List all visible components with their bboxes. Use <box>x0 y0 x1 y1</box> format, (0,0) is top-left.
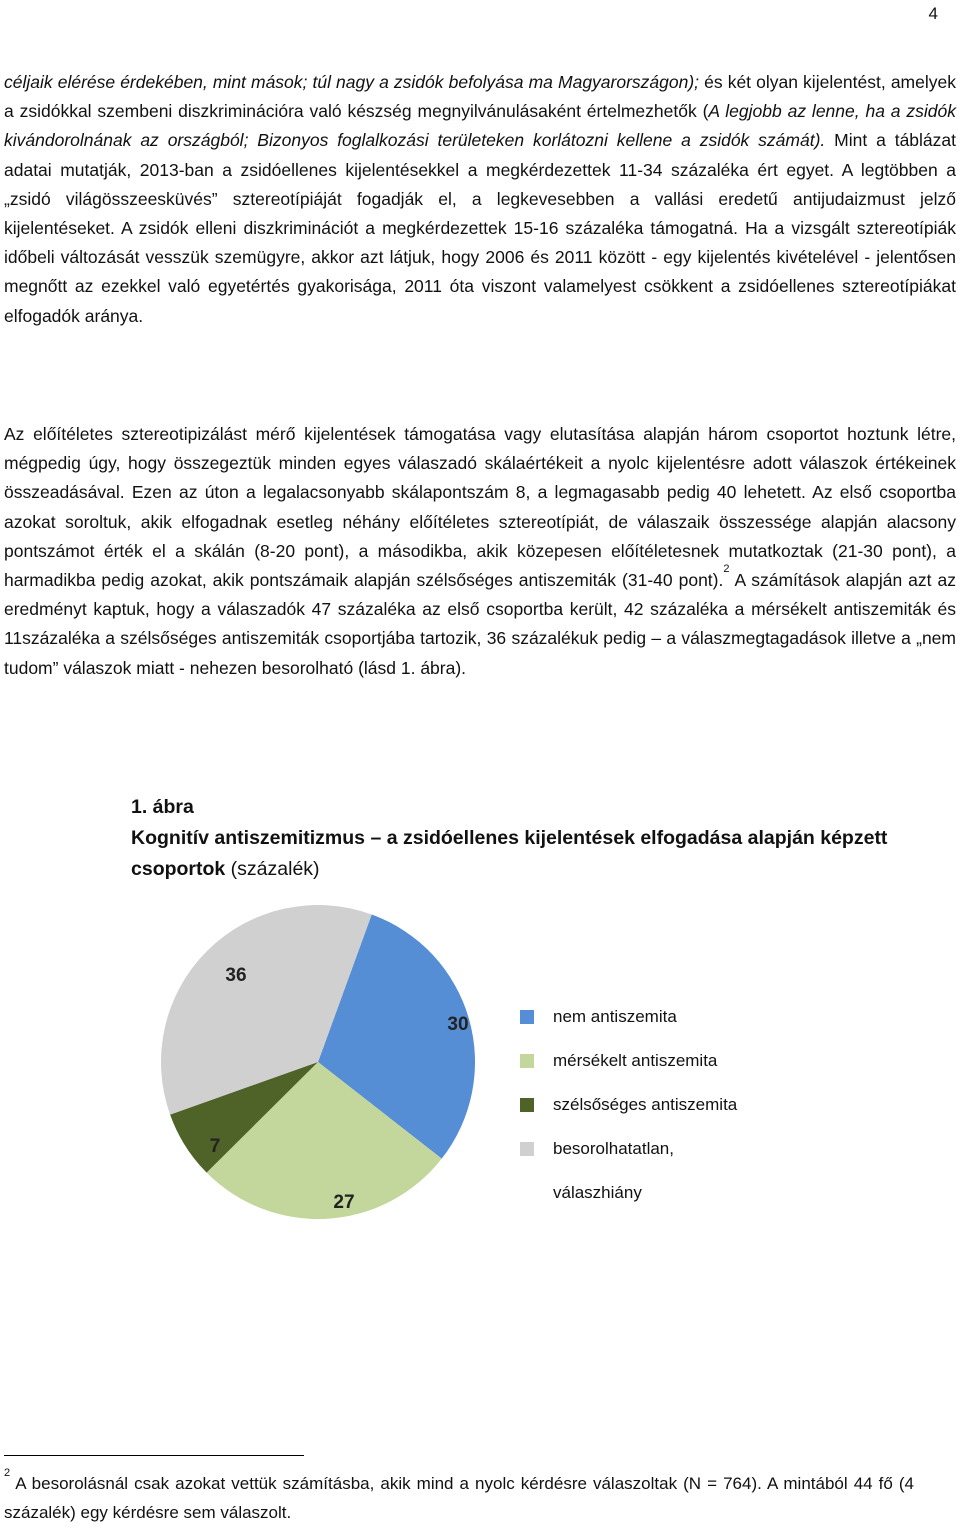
text-run-4: A számítások alapján azt az eredményt kaptuk, hogy a válaszadók 47 százaléka az első csoportba került, 42 százaléka a mérsékelt antiszemiták és 11százaléka a szélsőséges antiszemiták csoportjába tartozik, 36 százalékuk pedig – a válaszmegtagadások illetve a „nem tudom” válaszok miatt - nehezen besorolható (lásd 1. ábra). <box>4 570 956 678</box>
legend-label: nem antiszemita <box>553 1007 677 1026</box>
legend-label: szélsőséges antiszemita <box>553 1095 738 1114</box>
footnote-ref[interactable]: 2 <box>723 563 730 576</box>
italic-quote-1: céljaik elérése érdekében, mint mások; túl nagy a zsidók befolyása ma Magyarországon); <box>4 72 700 92</box>
pie-slice-label-0: 30 <box>447 1014 469 1036</box>
pie-slice-label-1: 27 <box>333 1192 355 1214</box>
italic-quote-2: A legjobb az lenne, ha a zsidók kivándorolnának az országból; Bizonyos foglalkozási területeken korlátozni kellene a zsidók számát). <box>4 101 956 151</box>
text-run-3: Az előítéletes sztereotipizálást mérő kijelentések támogatása vagy elutasítása alapján három csoportot hoztunk létre, mégpedig úgy, hogy összegeztük minden egyes válaszadó skálaértékeit a nyolc kijelentésre adott válaszok értékeinek összeadásával. Ezen az úton a legalacsonyabb skálapontszám 8, a legmagasabb pedig 40 lehetett. Az első csoportba azokat soroltuk, akik elfogadnak esetleg néhány előítéletes sztereotípiát, de válaszaik összessége alapján alacsony pontszámot érték el a skálán (8-20 pont), a másodikba, akik közepesen előítéletesnek mutatkoztak (21-30 pont), a harmadikba pedig azokat, akik pontszámaik alapján szélsőséges antiszemiták (31-40 pont). <box>4 424 956 591</box>
legend-swatch <box>520 1142 534 1156</box>
legend-label-line1: besorolhatatlan, <box>553 1139 674 1158</box>
footnote <box>4 1469 914 1527</box>
text-run-1: és két olyan kijelentést, amelyek a zsidókkal szembeni diszkriminációra való készség megnyilvánulásaként értelmezhetők ( <box>4 72 956 122</box>
footnote-divider <box>4 1455 304 1456</box>
legend-item-besorolhatatlan <box>520 1140 737 1228</box>
chart-legend <box>520 1008 737 1228</box>
text-run-2: Mint a táblázat adatai mutatják, 2013-ban a zsidóellenes kijelentésekkel a megkérdezettek 11-34 százaléka ért egyet. A legtöbben a „zsidó világösszeesküvés” sztereotípiáját fogadják el, a legkevesebben a vallási eredetű antijudaizmust jelző kijelentéseket. A zsidók elleni diszkriminációt a megkérdezettek 15-16 százaléka támogatná. Ha a vizsgált sztereotípiák időbeli változását vesszük szemügyre, akkor azt látjuk, hogy 2006 és 2011 között - egy kijelentés kivételével - jelentősen megnőtt az ezekkel való egyetértés gyakorisága, 2011 óta viszont valamelyest csökkent a zsidóellenes sztereotípiákat elfogadók aránya. <box>4 130 957 326</box>
page-number: 4 <box>928 4 938 23</box>
pie-slice-label-2: 7 <box>209 1136 221 1158</box>
legend-label <box>553 1127 674 1215</box>
pie-slice-label-3: 36 <box>225 965 247 987</box>
legend-label: mérsékelt antiszemita <box>553 1051 718 1070</box>
figure-number: 1. ábra <box>131 796 194 818</box>
legend-label-line2: válaszhiány <box>553 1183 642 1202</box>
figure-unit: (százalék) <box>225 858 320 880</box>
legend-swatch <box>520 1098 534 1112</box>
footnote-number: 2 <box>4 1467 11 1480</box>
footnote-text: A besorolásnál csak azokat vettük számításba, akik mind a nyolc kérdésre válaszoltak (N = 764). A mintából 44 fő (4 százalék) egy kérdésre sem válaszolt. <box>4 1474 914 1522</box>
figure-title: Kognitív antiszemitizmus – a zsidóellenes kijelentések elfogadása alapján képzett csoportok <box>131 827 888 880</box>
legend-swatch <box>520 1054 534 1068</box>
legend-swatch <box>520 1010 534 1024</box>
